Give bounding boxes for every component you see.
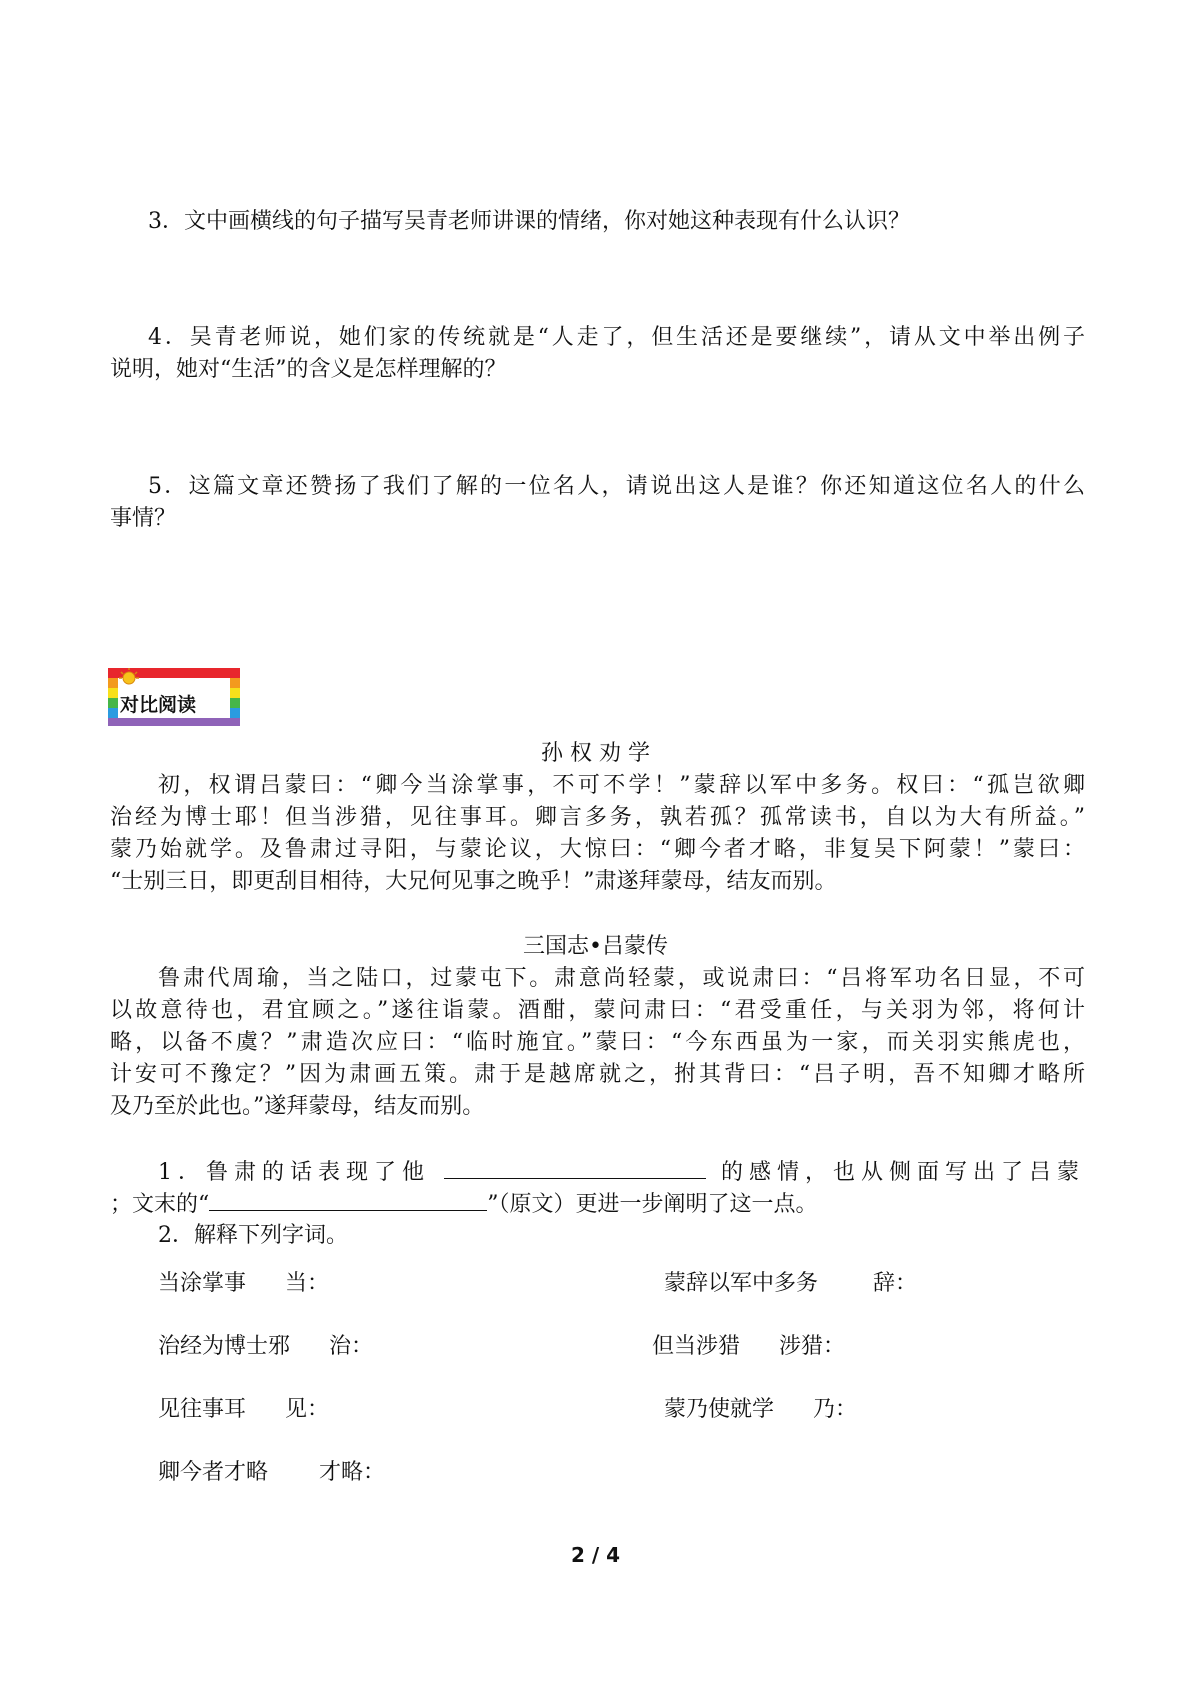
passage-2-line-2: 以故意待也，君宜顾之。”遂往诣蒙。酒酣，蒙问肃曰：“君受重任，与关羽为邻，将何计 (110, 998, 1085, 1023)
exercise-1-part-3: ；文末的“ (110, 1192, 210, 1217)
vocab-phrase: 卿今者才略 (158, 1460, 269, 1485)
exercise-2: 2．解释下列字词。 (158, 1223, 348, 1248)
passage-2-line-5: 及乃至於此也。”遂拜蒙母，结友而别。 (110, 1094, 485, 1119)
vocab-word[interactable]: 才略： (319, 1460, 386, 1485)
rainbow-stripe-purple (108, 718, 240, 726)
vocab-item-7 (158, 1457, 385, 1489)
vocab-word[interactable]: 治： (329, 1334, 374, 1359)
vocab-phrase: 蒙乃使就学 (664, 1397, 775, 1422)
question-3: 3．文中画横线的句子描写吴青老师讲课的情绪，你对她这种表现有什么认识？ (148, 209, 910, 234)
passage-1-title: 孙 权 劝 学 (541, 741, 650, 766)
vocab-word[interactable]: 辞： (873, 1271, 918, 1296)
passage-1-line-1: 初，权谓吕蒙曰：“卿今当涂掌事，不可不学！”蒙辞以军中多务。权曰：“孤岂欲卿 (158, 773, 1085, 798)
answer-blank-1[interactable] (444, 1156, 706, 1179)
vocab-phrase: 见往事耳 (158, 1397, 247, 1422)
exercise-1-part-4: ”（原文）更进一步阐明了这一点。 (487, 1192, 818, 1217)
vocab-item-2 (664, 1268, 917, 1300)
vocab-word[interactable]: 当： (285, 1271, 330, 1296)
vocab-word[interactable]: 涉猎： (779, 1334, 846, 1359)
passage-2-title: 三国志•吕蒙传 (523, 934, 668, 959)
vocab-item-4 (652, 1331, 845, 1363)
section-badge (108, 668, 240, 730)
vocab-phrase: 当涂掌事 (158, 1271, 247, 1296)
vocab-phrase: 蒙辞以军中多务 (664, 1271, 819, 1296)
question-4-line-2: 说明，她对“生活”的含义是怎样理解的？ (110, 357, 507, 382)
vocab-item-1 (158, 1268, 329, 1300)
vocab-item-6 (664, 1394, 857, 1426)
passage-1-line-3: 蒙乃始就学。及鲁肃过寻阳，与蒙论议，大惊曰：“卿今者才略，非复吴下阿蒙！”蒙曰： (110, 837, 1085, 862)
passage-2-line-3: 略，以备不虞？”肃造次应曰：“临时施宜。”蒙曰：“今东西虽为一家，而关羽实熊虎也， (110, 1030, 1085, 1055)
question-5-line-1: 5．这篇文章还赞扬了我们了解的一位名人，请说出这人是谁？你还知道这位名人的什么 (148, 474, 1085, 499)
question-4-line-1: 4．吴青老师说，她们家的传统就是“人走了，但生活还是要继续”，请从文中举出例子 (148, 325, 1085, 350)
vocab-word[interactable]: 见： (285, 1397, 330, 1422)
passage-2-line-1: 鲁肃代周瑜，当之陆口，过蒙屯下。肃意尚轻蒙，或说肃曰：“吕将军功名日显，不可 (158, 966, 1085, 991)
answer-blank-2[interactable] (209, 1188, 487, 1211)
rainbow-stripe-blue (108, 708, 118, 718)
vocab-item-5 (158, 1394, 329, 1426)
rainbow-stripe-yellow (108, 688, 118, 698)
rainbow-stripe-orange (108, 678, 118, 688)
section-badge-label: 对比阅读 (120, 694, 197, 716)
exercise-1-part-2: 的感情，也从侧面写出了吕蒙 (720, 1160, 1085, 1185)
page-number: 2 / 4 (570, 1543, 621, 1567)
vocab-item-3 (158, 1331, 373, 1363)
rainbow-stripe-green (108, 698, 118, 708)
exercise-1-line-2 (110, 1188, 818, 1221)
question-5-line-2: 事情？ (110, 506, 177, 531)
passage-2-line-4: 计安可不豫定？”因为肃画五策。肃于是越席就之，拊其背曰：“吕子明，吾不知卿才略所 (110, 1062, 1085, 1087)
vocab-phrase: 但当涉猎 (652, 1334, 741, 1359)
vocab-word[interactable]: 乃： (813, 1397, 858, 1422)
passage-1-line-4: “士别三日，即更刮目相待，大兄何见事之晚乎！”肃遂拜蒙母，结友而别。 (110, 869, 837, 894)
vocab-phrase: 治经为博士邪 (158, 1334, 291, 1359)
exercise-1-line-1 (158, 1156, 1085, 1189)
exercise-1-part-1: 1．鲁肃的话表现了他 (158, 1160, 430, 1185)
passage-1-line-2: 治经为博士耶！但当涉猎，见往事耳。卿言多务，孰若孤？孤常读书，自以为大有所益。” (110, 805, 1085, 830)
